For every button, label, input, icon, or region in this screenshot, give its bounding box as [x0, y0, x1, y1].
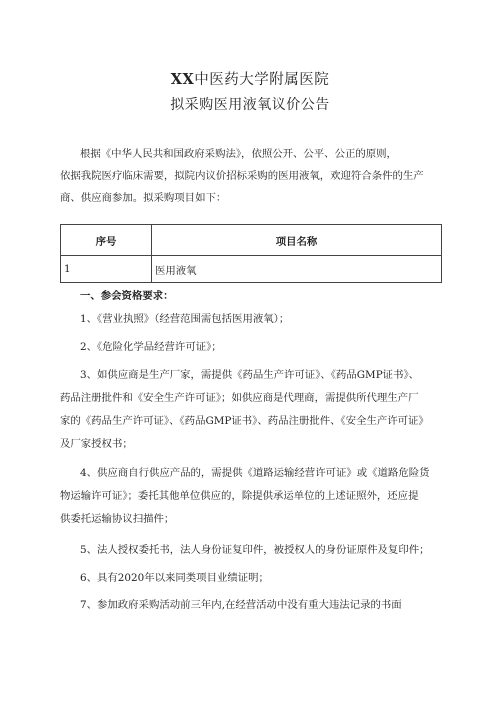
- requirement-line: 供委托运输协议扫描件；: [60, 513, 175, 525]
- requirement-line: 1、《营业执照》（经营范围需包括医用液氧）；: [80, 313, 290, 325]
- document-title: [0, 68, 500, 89]
- requirement-3: [60, 364, 442, 456]
- requirement-line: 6、具有2020年以来同类项目业绩证明；: [80, 572, 269, 584]
- requirement-4: [60, 462, 442, 531]
- requirement-1: [60, 308, 442, 331]
- requirement-line: 3、如供应商是生产厂家，需提供《药品生产许可证》、《药品GMP证书》、: [80, 369, 420, 381]
- section-title: 一、参会资格要求：: [80, 290, 174, 302]
- requirement-line: 及厂家授权书；: [60, 438, 133, 450]
- document-subtitle: 拟采购医用液氧议价公告: [170, 97, 330, 113]
- column-header-number: 序号: [61, 225, 152, 256]
- procurement-table: [60, 224, 442, 283]
- title-prefix: XX: [170, 71, 195, 88]
- title-rest: 中医药大学附属医院: [194, 72, 330, 88]
- requirement-line: 物运输许可证》；委托其他单位供应的，除提供承运单位的上述证照外，还应提: [60, 490, 419, 502]
- table-cell-number: 1: [61, 256, 152, 283]
- requirement-line: 2、《危险化学品经营许可证》；: [80, 341, 222, 353]
- requirement-line: 药品注册批件和《安全生产许可证》；如供应商是代理商，需提供所代理生产厂: [60, 392, 419, 404]
- requirement-line: 7、参加政府采购活动前三年内,在经营活动中没有重大违法记录的书面: [80, 599, 402, 611]
- column-header-item-name: 项目名称: [152, 225, 442, 256]
- requirement-2: [60, 336, 442, 359]
- table-header-row: [61, 225, 442, 256]
- intro-line-2: 依据我院医疗临床需要，拟院内议价招标采购的医用液氧，欢迎符合条件的生产: [60, 170, 424, 182]
- requirement-7: [60, 594, 442, 617]
- requirement-line: 4、供应商自行供应产品的，需提供《道路运输经营许可证》或《道路危险货: [80, 467, 430, 479]
- requirement-line: 家的《药品生产许可证》、《药品GMP证书》、药品注册批件、《安全生产许可证》: [60, 415, 429, 427]
- table-row: [61, 256, 442, 283]
- requirement-6: [60, 567, 442, 590]
- intro-line-1: 根据《中华人民共和国政府采购法》，依照公开、公平、公正的原则，: [80, 148, 397, 160]
- intro-line-3: 商、供应商参加。拟采购项目如下：: [60, 192, 227, 204]
- requirement-line: 5、法人授权委托书，法人身份证复印件，被授权人的身份证原件及复印件；: [80, 544, 430, 556]
- table-cell-item-name: 医用液氧: [152, 256, 442, 283]
- requirement-5: [60, 539, 442, 562]
